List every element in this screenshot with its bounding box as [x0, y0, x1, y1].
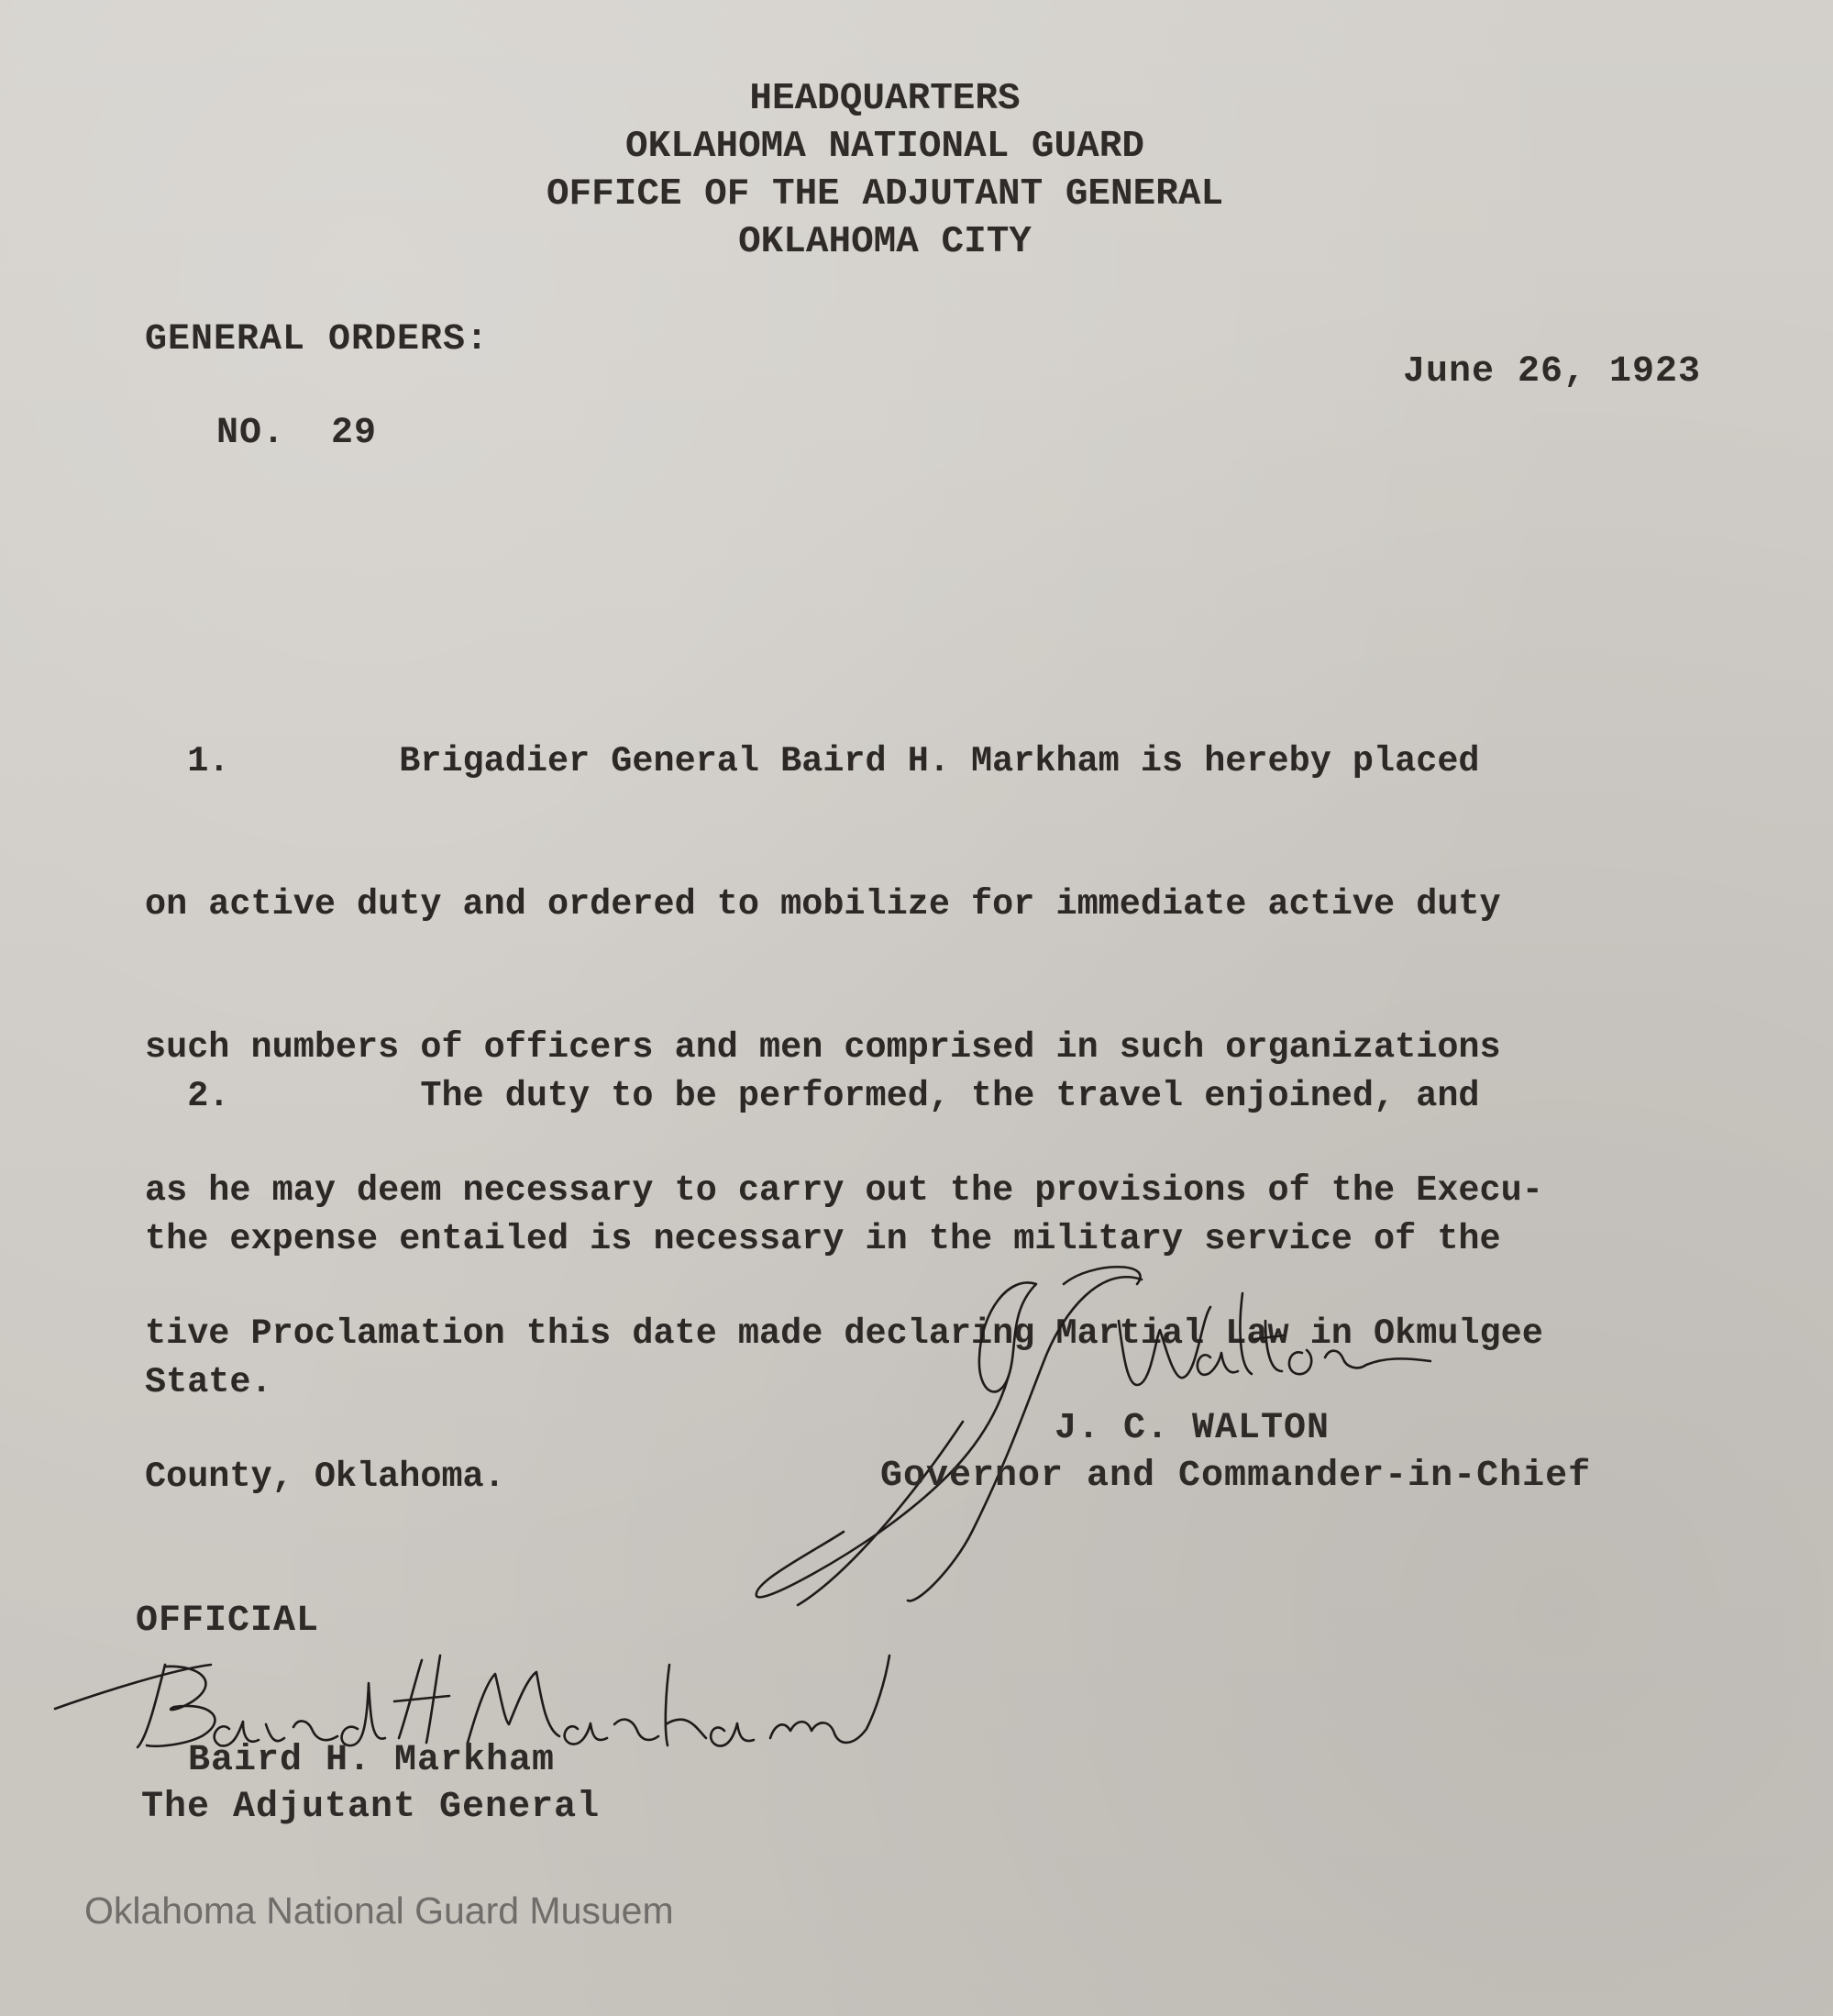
letterhead-line-guard: OKLAHOMA NATIONAL GUARD: [625, 126, 1144, 168]
adjutant-general-title: The Adjutant General: [141, 1787, 601, 1828]
paragraph-2-line: the expense entailed is necessary in the military service of the: [145, 1219, 1501, 1259]
order-number: NO. 29: [216, 413, 378, 454]
paragraph-2-line: 2. The duty to be performed, the travel enjoined, and: [145, 1076, 1480, 1116]
paragraph-1-line: such numbers of officers and men comprised in such organizations: [145, 1027, 1501, 1068]
paragraph-1-line: tive Proclamation this date made declaring Martial Law in Okmulgee: [145, 1313, 1543, 1354]
governor-name: J. C. WALTON: [1055, 1408, 1331, 1449]
paragraph-1-line: on active duty and ordered to mobilize for immediate active duty: [145, 884, 1501, 925]
adjutant-general-name: Baird H. Markham: [188, 1740, 556, 1781]
paragraph-1-line: as he may deem necessary to carry out the provisions of the Execu-: [145, 1170, 1543, 1211]
paragraph-1-line: 1. Brigadier General Baird H. Markham is hereby placed: [145, 741, 1480, 781]
official-label: OFFICIAL: [136, 1601, 320, 1642]
letterhead-line-office: OFFICE OF THE ADJUTANT GENERAL: [546, 173, 1224, 216]
paragraph-2-line: State.: [145, 1362, 272, 1402]
letterhead: [0, 75, 1770, 266]
paragraph-1-line: County, Oklahoma.: [145, 1457, 505, 1497]
letterhead-line-headquarters: HEADQUARTERS: [749, 78, 1021, 120]
general-orders-label: GENERAL ORDERS:: [145, 319, 490, 360]
order-date: June 26, 1923: [1403, 351, 1702, 393]
museum-watermark: Oklahoma National Guard Musuem: [84, 1889, 674, 1932]
letterhead-line-city: OKLAHOMA CITY: [738, 221, 1032, 263]
governor-title: Governor and Commander-in-Chief: [880, 1456, 1592, 1497]
